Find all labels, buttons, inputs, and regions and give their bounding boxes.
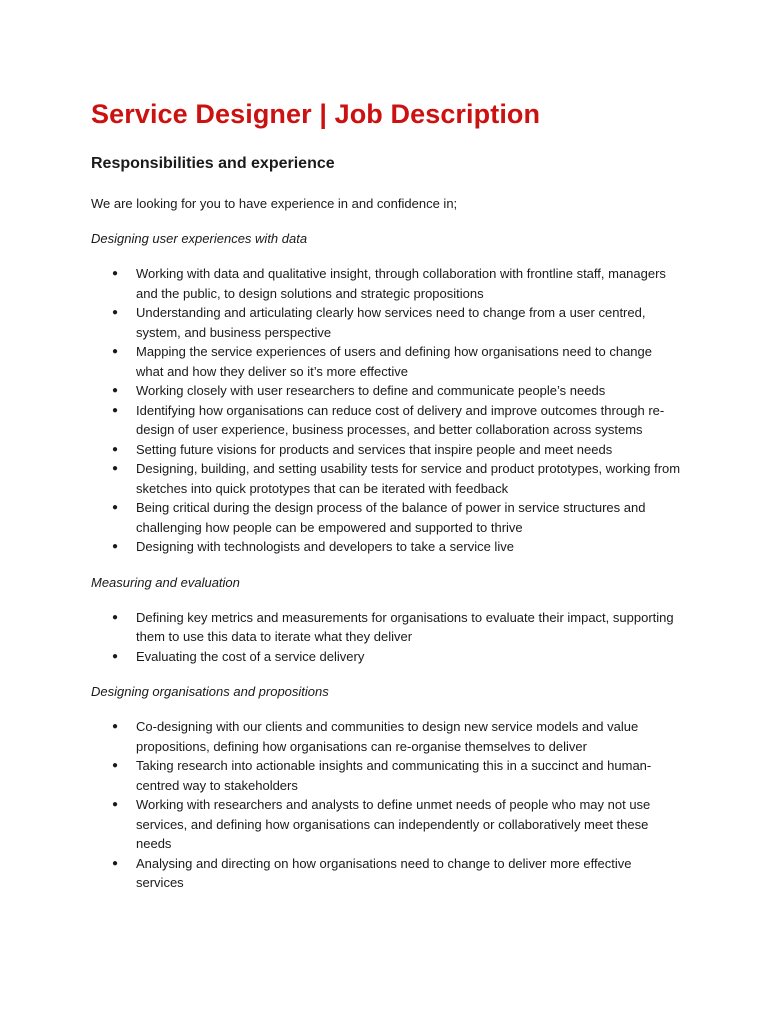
list-item-text: Being critical during the design process of the balance of power in service structures and challenging how people can be empowered and supported to thrive — [136, 500, 646, 535]
list-item — [91, 608, 681, 647]
bullet-dot-icon: ● — [112, 346, 119, 357]
subsection-title: Measuring and evaluation — [91, 574, 240, 590]
list-item-text: Identifying how organisations can reduce cost of delivery and improve outcomes through re-design of user experience, business processes, and better collaboration across systems — [136, 402, 665, 437]
list-item — [91, 756, 681, 795]
bullet-dot-icon: ● — [112, 799, 119, 810]
list-item-text: Designing, building, and setting usability tests for service and product prototypes, working from sketches into quick prototypes that can be iterated with feedback — [136, 461, 681, 496]
bullet-dot-icon: ● — [112, 721, 119, 732]
list-item-text: Evaluating the cost of a service delivery — [136, 648, 365, 664]
list-item — [91, 498, 681, 537]
list-item — [91, 647, 681, 667]
list-item — [91, 537, 681, 557]
subsection-title: Designing user experiences with data — [91, 231, 308, 246]
subsection — [91, 682, 688, 893]
subsections-container — [91, 229, 688, 893]
bullet-dot-icon: ● — [112, 502, 119, 513]
subsection — [91, 229, 688, 557]
list-item-text: Working with researchers and analysts to define unmet needs of people who may not use services, and defining how organisations can independently or collaboratively meet these needs — [136, 797, 651, 851]
list-item-text: Working closely with user researchers to define and communicate people’s needs — [136, 383, 606, 398]
bullet-dot-icon: ● — [112, 385, 119, 396]
intro-text: We are looking for you to have experience in and confidence in; — [91, 196, 458, 211]
list-item-text: Designing with technologists and developers to take a service live — [136, 539, 514, 554]
bullet-dot-icon: ● — [112, 268, 119, 279]
list-item — [91, 854, 681, 893]
list-item — [91, 401, 681, 440]
list-item-text: Defining key metrics and measurements for organisations to evaluate their impact, supporting them to use this data to iterate what they deliver — [136, 609, 674, 644]
document-title: Service Designer | Job Description — [91, 99, 541, 129]
bullet-dot-icon: ● — [112, 463, 119, 474]
bullet-list — [91, 717, 688, 893]
list-item-text: Working with data and qualitative insight, through collaboration with frontline staff, managers and the public, to design solutions and strategic propositions — [136, 266, 666, 301]
list-item — [91, 303, 681, 342]
list-item — [91, 795, 681, 854]
list-item — [91, 459, 681, 498]
bullet-dot-icon: ● — [112, 404, 119, 416]
bullet-dot-icon: ● — [112, 760, 119, 771]
bullet-list — [91, 264, 688, 557]
bullet-dot-icon: ● — [112, 611, 119, 623]
list-item-text: Understanding and articulating clearly how services need to change from a user centred, system, and business perspective — [136, 305, 646, 340]
bullet-dot-icon: ● — [112, 650, 119, 662]
list-item — [91, 381, 681, 401]
list-item-text: Mapping the service experiences of users and defining how organisations need to change what and how they deliver so it’s more effective — [136, 344, 653, 379]
section-heading: Responsibilities and experience — [91, 155, 335, 172]
list-item-text: Co-designing with our clients and communities to design new service models and value propositions, defining how organisations can re-organise themselves to deliver — [136, 719, 639, 754]
list-item-text: Setting future visions for products and services that inspire people and meet needs — [136, 441, 613, 457]
bullet-dot-icon: ● — [112, 307, 119, 318]
bullet-dot-icon: ● — [112, 541, 119, 552]
bullet-dot-icon: ● — [112, 443, 119, 455]
list-item — [91, 717, 681, 756]
subsection — [91, 573, 688, 667]
subsection-title: Designing organisations and propositions — [91, 684, 329, 699]
bullet-dot-icon: ● — [112, 857, 119, 869]
list-item — [91, 342, 681, 381]
list-item-text: Analysing and directing on how organisations need to change to deliver more effective services — [136, 855, 632, 890]
bullet-list — [91, 608, 688, 667]
list-item — [91, 440, 681, 460]
list-item — [91, 264, 681, 303]
list-item-text: Taking research into actionable insights and communicating this in a succinct and human-centred way to stakeholders — [136, 758, 652, 793]
